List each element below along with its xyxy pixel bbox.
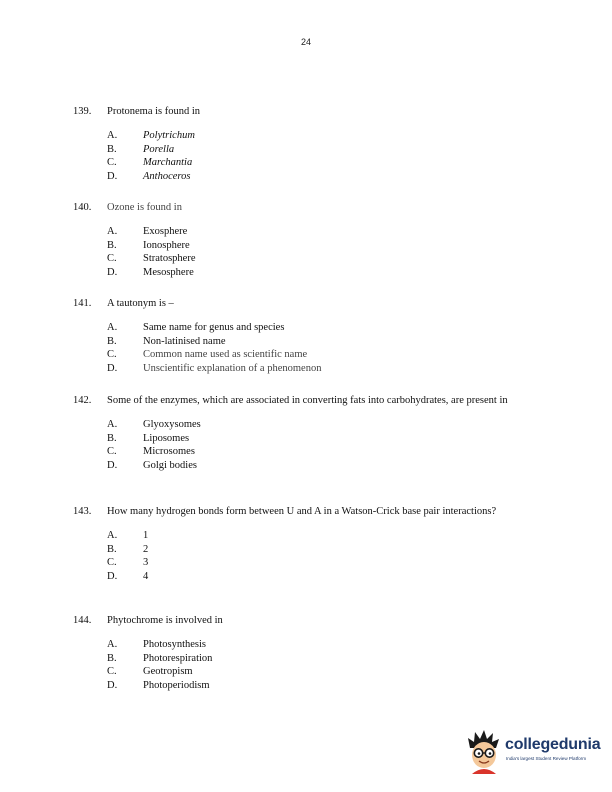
question-text: Some of the enzymes, which are associated in converting fats into carbohydrates, are present in [107,395,508,406]
option-d [107,266,543,280]
option-c [107,445,543,459]
option-b [107,239,543,253]
option-a [107,529,543,543]
option-letter: A. [107,530,118,541]
option-text: Polytrichum [143,130,195,141]
option-text: 4 [143,570,149,582]
option-text: Stratosphere [143,253,196,265]
option-letter: A. [107,639,118,650]
option-letter: A. [107,226,118,237]
option-text: 2 [143,543,149,555]
options-list [107,638,543,692]
option-text: Anthoceros [143,170,191,182]
option-text: Glyoxysomes [143,419,201,430]
option-letter: D. [107,170,118,182]
option-d [107,170,543,184]
option-a [107,225,543,239]
option-letter: B. [107,239,117,251]
option-letter: B. [107,143,117,155]
option-a [107,129,543,143]
option-letter: D. [107,459,118,471]
option-b [107,335,543,349]
question-140 [73,201,543,279]
question-number: 144. [73,615,92,626]
option-letter: D. [107,679,118,691]
option-text: Marchantia [143,157,193,169]
option-c [107,665,543,679]
option-letter: D. [107,570,118,582]
option-b [107,143,543,157]
option-text: Liposomes [143,432,190,444]
question-number: 143. [73,506,92,517]
option-letter: C. [107,157,117,169]
option-letter: B. [107,335,117,347]
question-text: How many hydrogen bonds form between U and A in a Watson-Crick base pair interactions? [107,506,497,517]
question-142 [73,394,543,472]
page-number: 24 [300,37,311,47]
option-c [107,348,543,362]
question-143 [73,505,543,583]
option-b [107,432,543,446]
option-letter: C. [107,666,117,678]
question-number: 139. [73,106,92,117]
option-text: Mesosphere [143,266,194,278]
option-text: 3 [143,557,149,569]
option-a [107,638,543,652]
mascot-icon [464,728,504,774]
question-text: Protonema is found in [107,106,201,117]
question-number: 140. [73,202,92,213]
option-text: Photorespiration [143,652,213,664]
option-b [107,543,543,557]
question-number: 141. [73,298,92,309]
option-text: Ionosphere [143,239,190,251]
option-d [107,679,543,693]
option-c [107,556,543,570]
question-text: Phytochrome is involved in [107,615,223,626]
option-text: Non-latinised name [143,335,226,347]
logo-tagline: India's largest Student Review Platform [506,756,587,761]
option-text: Common name used as scientific name [143,349,308,361]
question-text: A tautonym is – [107,298,174,309]
option-c [107,252,543,266]
option-text: Exosphere [143,226,188,237]
option-d [107,459,543,473]
option-letter: C. [107,253,117,265]
collegedunia-logo [464,728,606,774]
option-c [107,156,543,170]
options-list [107,529,543,583]
option-letter: B. [107,543,117,555]
option-text: 1 [143,530,149,541]
question-text: Ozone is found in [107,202,182,213]
option-text: Unscientific explanation of a phenomenon [143,362,322,374]
option-letter: B. [107,652,117,664]
option-text: Photoperiodism [143,679,210,691]
option-d [107,362,543,376]
option-a [107,321,543,335]
option-letter: A. [107,130,118,141]
option-letter: C. [107,349,117,361]
question-141 [73,297,543,375]
question-144 [73,614,543,692]
logo-name: collegedunia [505,736,601,753]
option-letter: C. [107,446,117,458]
options-list [107,225,543,279]
option-text: Photosynthesis [143,639,207,650]
options-list [107,129,543,183]
option-text: Microsomes [143,446,195,458]
option-b [107,652,543,666]
options-list [107,418,543,472]
option-letter: A. [107,419,118,430]
option-letter: A. [107,322,118,333]
option-letter: C. [107,557,117,569]
option-text: Golgi bodies [143,459,197,471]
option-text: Geotropism [143,666,193,678]
option-text: Same name for genus and species [143,322,285,333]
option-text: Porella [143,143,175,155]
option-letter: B. [107,432,117,444]
question-number: 142. [73,395,92,406]
options-list [107,321,543,375]
option-letter: D. [107,362,118,374]
question-139 [73,105,543,183]
option-d [107,570,543,584]
option-a [107,418,543,432]
option-letter: D. [107,266,118,278]
